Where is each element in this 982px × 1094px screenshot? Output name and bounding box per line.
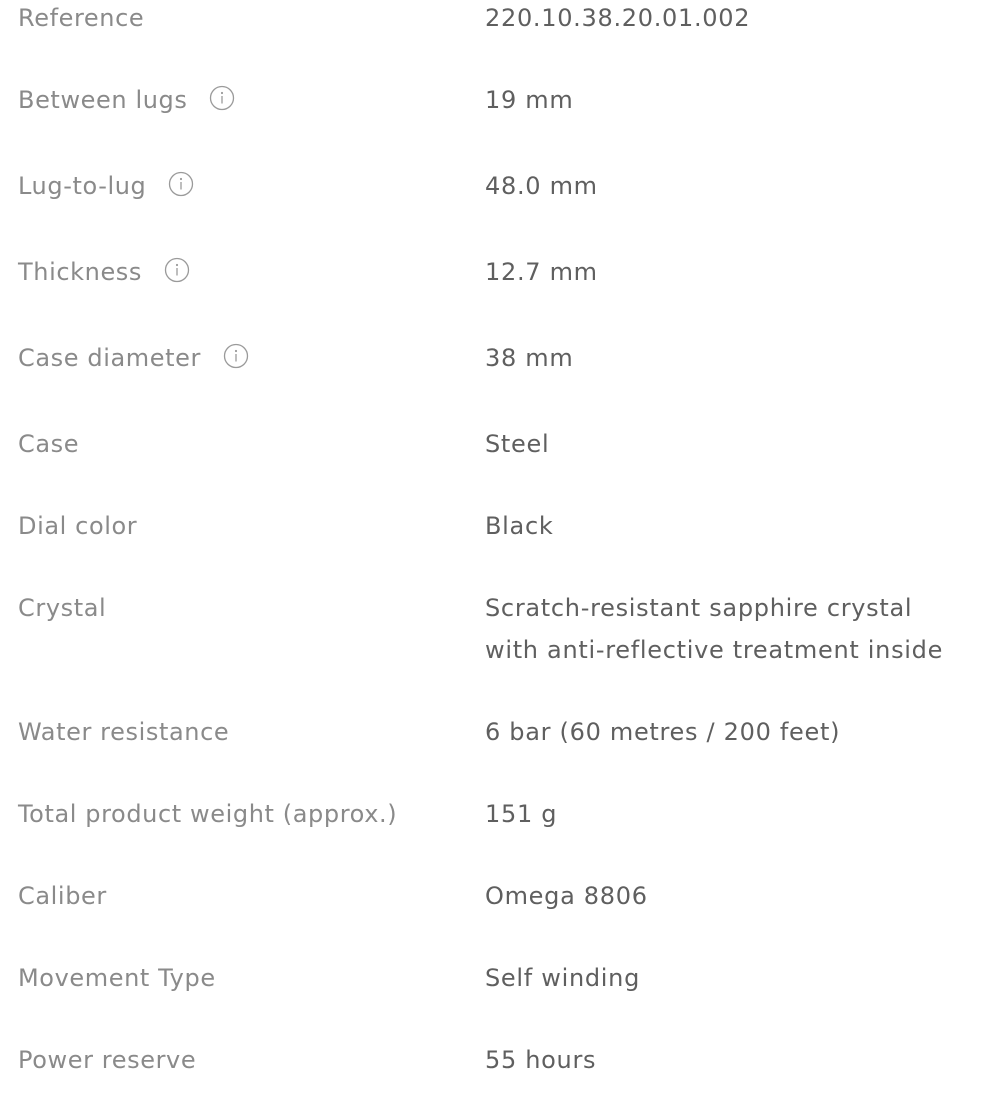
spec-value bbox=[485, 875, 965, 917]
spec-label-text: Water resistance bbox=[18, 718, 230, 746]
spec-value-line: 38 mm bbox=[485, 344, 574, 372]
spec-value-line: 151 g bbox=[485, 800, 558, 828]
spec-label bbox=[18, 960, 216, 996]
spec-label bbox=[18, 254, 190, 290]
spec-label-text: Lug-to-lug bbox=[18, 172, 147, 200]
spec-value-line: Steel bbox=[485, 430, 550, 458]
spec-value-line: Black bbox=[485, 512, 554, 540]
spec-value bbox=[485, 423, 965, 465]
info-icon[interactable] bbox=[209, 85, 235, 111]
spec-label-text: Crystal bbox=[18, 594, 107, 622]
spec-value bbox=[485, 505, 965, 547]
spec-label bbox=[18, 1042, 196, 1078]
info-icon[interactable] bbox=[223, 343, 249, 369]
spec-value bbox=[485, 165, 965, 207]
spec-label bbox=[18, 590, 106, 626]
spec-value-line: Scratch-resistant sapphire crystal bbox=[485, 594, 913, 622]
spec-label-text: Total product weight (approx.) bbox=[18, 800, 398, 828]
spec-value bbox=[485, 1039, 965, 1081]
spec-value bbox=[485, 793, 965, 835]
spec-value bbox=[485, 957, 965, 999]
spec-value bbox=[485, 711, 965, 753]
spec-value-line: 220.10.38.20.01.002 bbox=[485, 4, 751, 32]
info-icon[interactable] bbox=[168, 171, 194, 197]
spec-value-line: 48.0 mm bbox=[485, 172, 598, 200]
spec-label bbox=[18, 340, 249, 376]
spec-value-line: 12.7 mm bbox=[485, 258, 598, 286]
spec-label bbox=[18, 426, 79, 462]
spec-label-text: Case diameter bbox=[18, 344, 201, 372]
spec-label bbox=[18, 168, 194, 204]
spec-value bbox=[485, 251, 965, 293]
spec-value-line: 55 hours bbox=[485, 1046, 597, 1074]
spec-value-line: with anti-reflective treatment inside bbox=[485, 636, 944, 664]
info-icon[interactable] bbox=[164, 257, 190, 283]
spec-value bbox=[485, 0, 965, 39]
spec-value-line: Omega 8806 bbox=[485, 882, 648, 910]
spec-label-text: Thickness bbox=[18, 258, 143, 286]
spec-label bbox=[18, 714, 229, 750]
spec-label-text: Dial color bbox=[18, 512, 138, 540]
spec-label-text: Case bbox=[18, 430, 80, 458]
spec-label bbox=[18, 878, 107, 914]
spec-label bbox=[18, 796, 397, 832]
spec-value bbox=[485, 337, 965, 379]
spec-label-text: Power reserve bbox=[18, 1046, 197, 1074]
spec-label bbox=[18, 508, 137, 544]
spec-value-line: Self winding bbox=[485, 964, 641, 992]
spec-label-text: Movement Type bbox=[18, 964, 216, 992]
spec-label-text: Between lugs bbox=[18, 86, 188, 114]
spec-label-text: Caliber bbox=[18, 882, 107, 910]
spec-value bbox=[485, 587, 965, 671]
spec-value-line: 6 bar (60 metres / 200 feet) bbox=[485, 718, 841, 746]
spec-value bbox=[485, 79, 965, 121]
spec-label bbox=[18, 82, 235, 118]
spec-label-text: Reference bbox=[18, 4, 145, 32]
spec-value-line: 19 mm bbox=[485, 86, 574, 114]
spec-label bbox=[18, 0, 144, 36]
